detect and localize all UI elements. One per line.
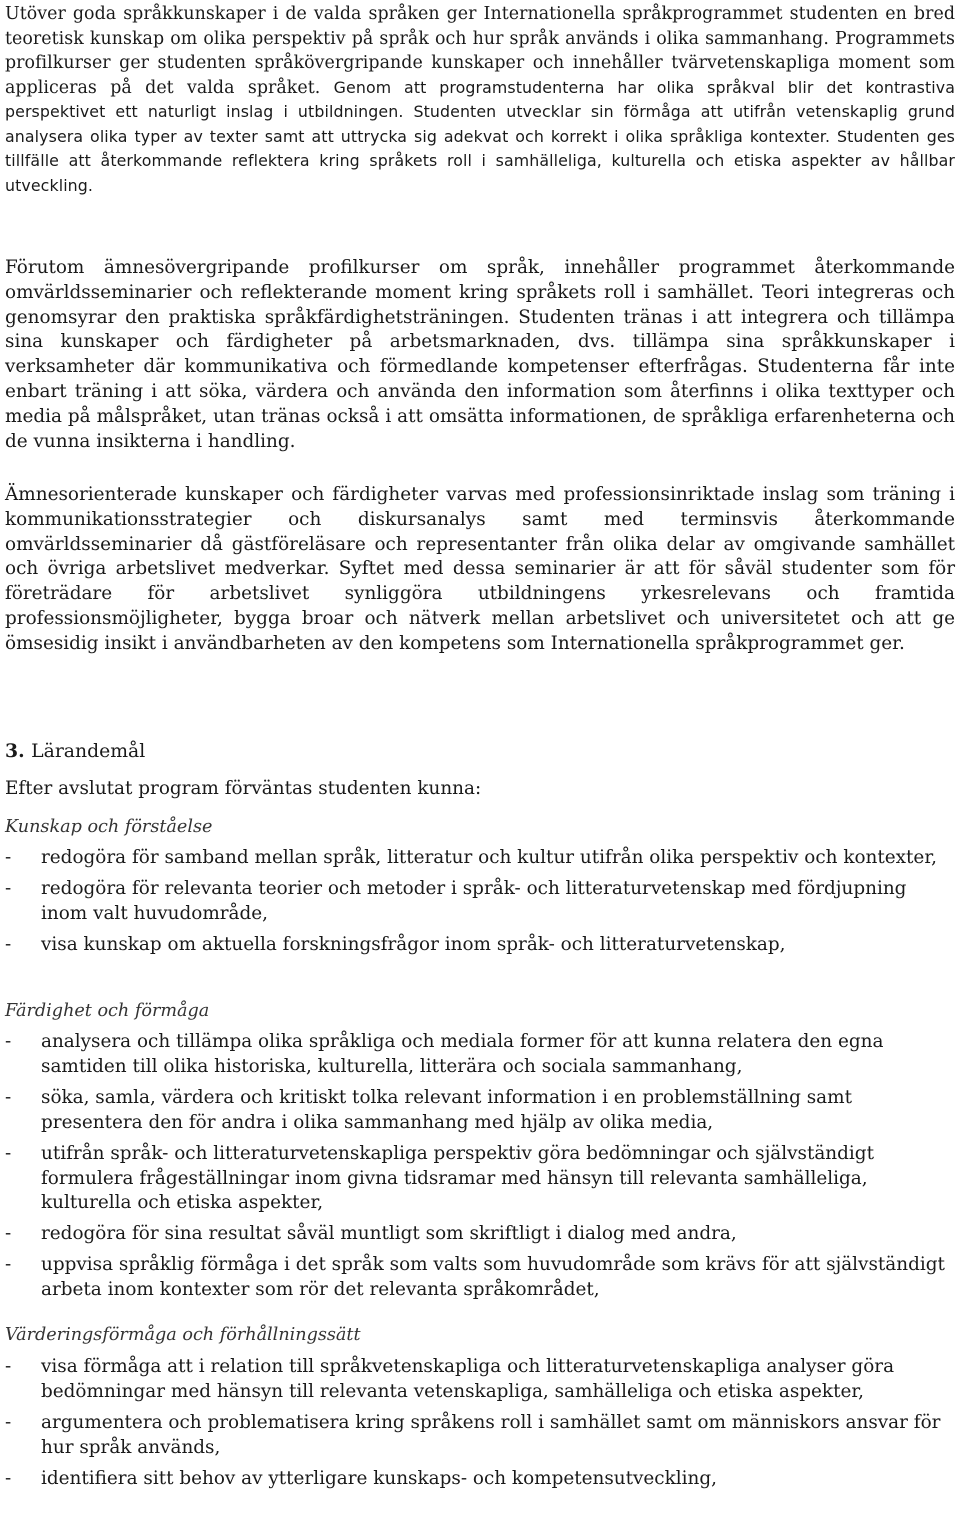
list-item (5, 933, 955, 958)
bullet-dash: - (5, 1254, 12, 1276)
list-item (5, 1355, 955, 1405)
bullet-dash: - (5, 1031, 12, 1052)
bullet-dash: - (5, 847, 12, 868)
list-item (5, 1253, 955, 1303)
list-item (5, 1467, 955, 1492)
list-item-text: söka, samla, värdera och kritiskt tolka relevant information i en problemställning samt presentera den för andra i olika sammanhang med hjälp av olika media, (41, 1086, 852, 1133)
list-item (5, 1142, 955, 1217)
bullet-dash: - (5, 1142, 12, 1164)
list-item-text: redogöra för samband mellan språk, litteratur och kultur utifrån olika perspektiv och kontexter, (41, 847, 937, 868)
list-item-text: uppvisa språklig förmåga i det språk som valts som huvudområde som krävs för att självständigt arbeta inom kontexter som rör det relevanta språkområdet, (41, 1254, 945, 1301)
seminar-paragraph: Ämnesorienterade kunskaper och färdigheter varvas med professionsinriktade inslag som träning i kommunikationsstrategier och diskursanalys samt med terminsvis återkommande omvärldsseminarier då gästföreläsare och representanter från olika delar av omgivande samhället och övriga arbetslivet medverkar. Syftet med dessa seminarier är att för såväl studenter som för företrädare för arbetslivet synliggöra utbildningens yrkesrelevans och framtida professionsmöjligheter, bygga broar och nätverk mellan arbetslivet och universitetet och att ge ömsesidig insikt i användbarheten av den kompetens som Internationella språkprogrammet ger. (5, 484, 955, 654)
list-item-text: redogöra för relevanta teorier och metoder i språk- och litteraturvetenskap med fördjupning inom valt huvudområde, (41, 877, 907, 924)
list-item (5, 1411, 955, 1461)
section-number: 3. (5, 740, 25, 762)
bullet-dash: - (5, 933, 12, 955)
bullet-dash: - (5, 1467, 12, 1489)
bullet-dash: - (5, 1223, 12, 1245)
bullet-dash: - (5, 877, 12, 899)
list-item (5, 877, 955, 927)
intro-paragraph-part2: Genom att programstudenterna har olika språkval blir det kontrastiva perspektivet ett naturligt inslag i utbildningen. Studenten utvecklar sin förmåga att utifrån vetenskaplig grund analysera olika typer av texter samt att uttrycka sig adekvat och korrekt i olika språkliga kontexter. Studenten ges tillfälle att återkommande reflektera kring språkets roll i samhälleliga, kulturella och etiska aspekter av hållbar utveckling. (5, 77, 956, 195)
bullet-dash: - (5, 1356, 12, 1377)
subheading-values: Värderingsförmåga och förhållningssätt (5, 1325, 361, 1345)
subheading-skills: Färdighet och förmåga (5, 1001, 210, 1021)
intro-paragraph (5, 2, 955, 198)
bullet-dash: - (5, 1411, 12, 1433)
list-item (5, 1222, 955, 1247)
list-item-text: visa förmåga att i relation till språkvetenskapliga och litteraturvetenskapliga analyser göra bedömningar med hänsyn till relevanta vetenskapliga, samhälleliga och etiska aspekter, (41, 1356, 895, 1402)
list-item-text: identifiera sitt behov av ytterligare kunskaps- och kompetensutveckling, (41, 1467, 717, 1489)
section-heading (5, 738, 955, 765)
section-title: Lärandemål (31, 741, 146, 762)
profile-paragraph: Förutom ämnesövergripande profilkurser om språk, innehåller programmet återkommande omvärldsseminarier och reflekterande moment kring språkets roll i samhället. Teori integreras och genomsyrar den praktiska språkfärdighetsträningen. Studenten tränas i att integrera och tillämpa sina kunskaper och färdigheter på arbetsmarknaden, dvs. tillämpa sina språkkunskaper i verksamheter där kommunikativa och förmedlande kompetenser efterfrågas. Studenterna får inte enbart träning i att söka, värdera och använda den information som återfinns i olika texttyper och media på målspråket, utan tränas också i att omsätta informationen, de språkliga erfarenheterna och de vunna insikterna i handling. (5, 257, 955, 452)
list-item (5, 1086, 955, 1136)
list-item-text: visa kunskap om aktuella forskningsfrågor inom språk- och litteraturvetenskap, (41, 933, 786, 955)
intro-paragraph-part1: Utöver goda språkkunskaper i de valda språken ger Internationella språkprogrammet studenten en bred teoretisk kunskap om olika perspektiv på språk och hur språk används i olika sammanhang. Programmets profilkurser ger studenten språkövergripande kunskaper och innehåller tvärvetenskapliga moment som appliceras på det valda språket. (5, 4, 955, 98)
list-item-text: argumentera och problematisera kring språkens roll i samhället samt om människors ansvar för hur språk används, (41, 1411, 941, 1458)
list-item-text: utifrån språk- och litteraturvetenskapliga perspektiv göra bedömningar och självständigt formulera frågeställningar inom givna tidsramar med hänsyn till relevanta samhälleliga, kulturella och etiska aspekter, (41, 1142, 874, 1214)
goal-list-skills (5, 1030, 955, 1309)
list-item (5, 846, 955, 871)
goal-list-values (5, 1355, 955, 1498)
list-item (5, 1030, 955, 1080)
bullet-dash: - (5, 1086, 12, 1108)
subheading-knowledge: Kunskap och förståelse (5, 817, 213, 837)
section-intro: Efter avslutat program förväntas studenten kunna: (5, 778, 482, 799)
list-item-text: redogöra för sina resultat såväl muntligt som skriftligt i dialog med andra, (41, 1223, 737, 1245)
list-item-text: analysera och tillämpa olika språkliga och mediala former för att kunna relatera den egna samtiden till olika historiska, kulturella, litterära och sociala sammanhang, (41, 1031, 884, 1077)
goal-list-knowledge (5, 846, 955, 964)
